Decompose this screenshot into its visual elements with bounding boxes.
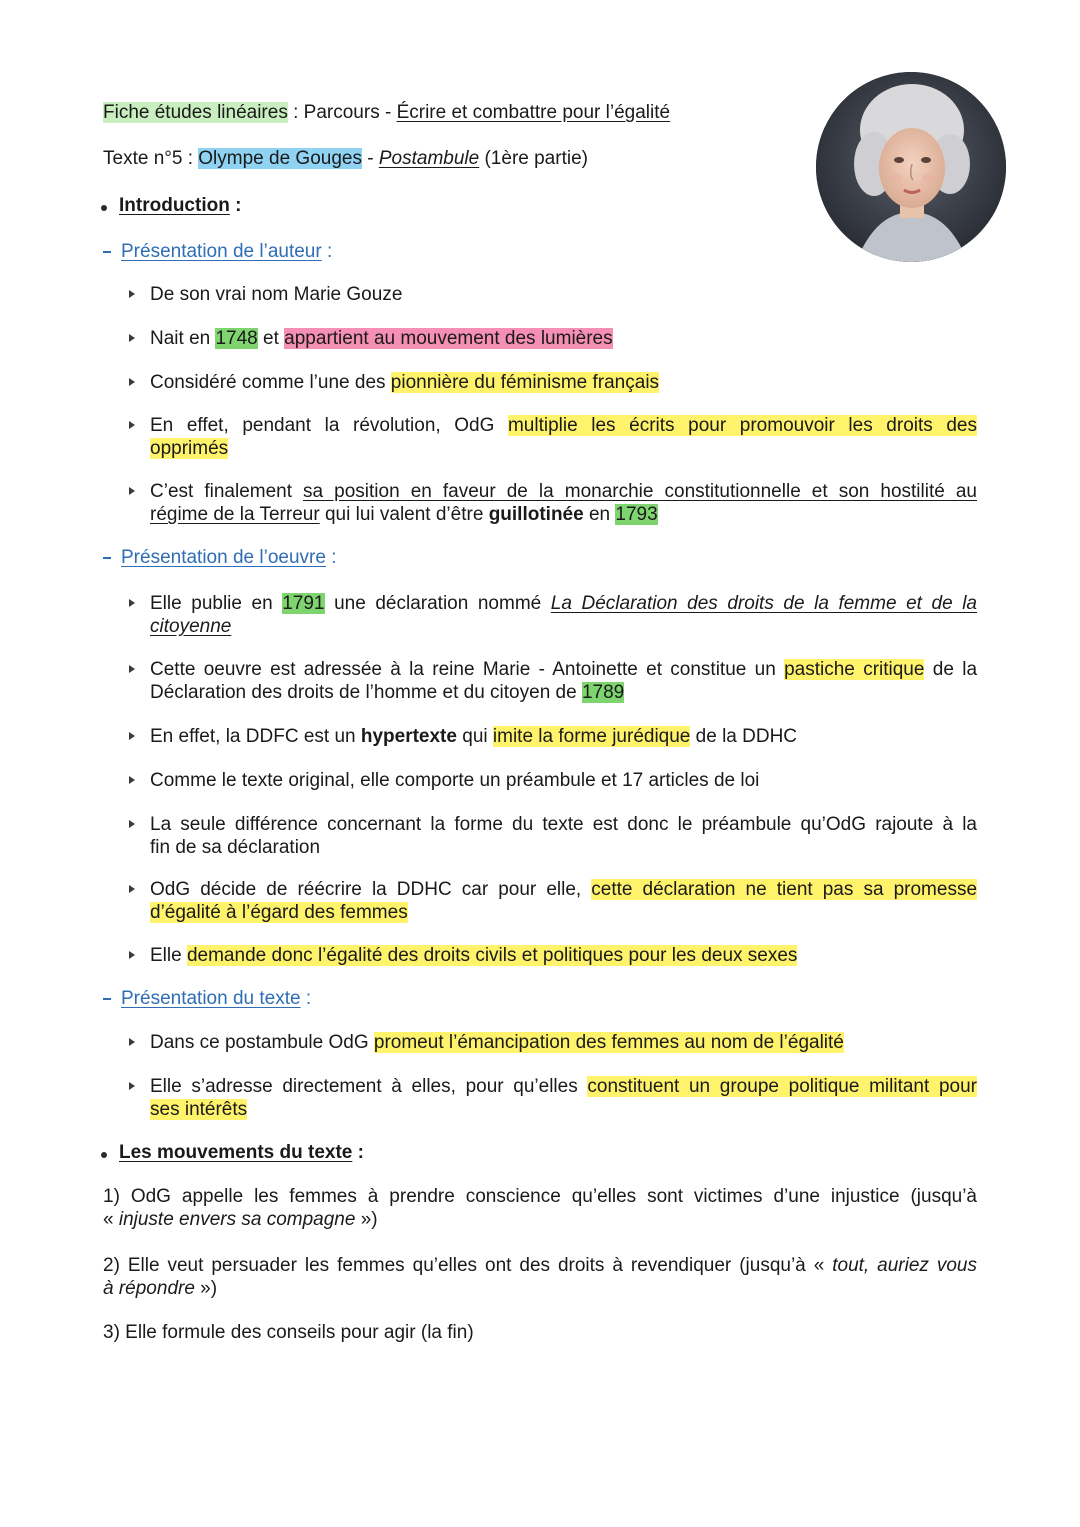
author-name: Olympe de Gouges: [198, 148, 362, 169]
author-portrait: [816, 72, 1006, 262]
page-title: Fiche études linéaires : Parcours - Écrire et combattre pour l’égalité: [103, 102, 671, 123]
bullet-triangle: [129, 820, 135, 828]
oeuvre-bullet-3: En effet, la DDFC est un hypertexte qui imite la forme jurédique de la DDHC: [150, 726, 798, 747]
section-auteur-heading: Présentation de l’auteur :: [121, 241, 333, 262]
bullet-dot: [101, 205, 107, 211]
texte-bullet-1: Dans ce postambule OdG promeut l’émancipation des femmes au nom de l’égalité: [150, 1032, 844, 1053]
title-label: Fiche études linéaires: [103, 102, 288, 123]
bullet-triangle: [129, 776, 135, 784]
texte-line: Texte n°5 : Olympe de Gouges - Postambule (1ère partie): [103, 148, 588, 169]
bullet-triangle: [129, 885, 135, 893]
bullet-triangle: [129, 665, 135, 673]
mouvement-3: 3) Elle formule des conseils pour agir (la fin): [103, 1322, 474, 1343]
oeuvre-bullet-6: OdG décide de réécrire la DDHC car pour elle, cette déclaration ne tient pas sa promesse d’égalité à l’égard des femmes: [150, 879, 978, 923]
auteur-bullet-3: Considéré comme l’une des pionnière du féminisme français: [150, 372, 660, 393]
oeuvre-bullet-7: Elle demande donc l’égalité des droits civils et politiques pour les deux sexes: [150, 945, 798, 966]
bullet-triangle: [129, 1082, 135, 1090]
mouvements-heading: Les mouvements du texte :: [119, 1142, 364, 1163]
dash-marker: [103, 251, 111, 253]
section-texte-heading: Présentation du texte :: [121, 988, 312, 1009]
bullet-dot: [101, 1152, 107, 1158]
mouvement-2: 2) Elle veut persuader les femmes qu’elles ont des droits à revendiquer (jusqu’à « tout, auriez vous à répondre »): [103, 1255, 977, 1299]
introduction-heading: Introduction :: [119, 195, 242, 216]
auteur-bullet-2: Nait en 1748 et appartient au mouvement des lumières: [150, 328, 613, 349]
bullet-triangle: [129, 421, 135, 429]
parcours-title: Écrire et combattre pour l’égalité: [396, 102, 671, 123]
bullet-triangle: [129, 290, 135, 298]
bullet-triangle: [129, 732, 135, 740]
oeuvre-bullet-5: La seule différence concernant la forme du texte est donc le préambule qu’OdG rajoute à la fin de sa déclaration: [150, 814, 977, 858]
dash-marker: [103, 557, 111, 559]
auteur-bullet-4: En effet, pendant la révolution, OdG multiplie les écrits pour promouvoir les droits des opprimés: [150, 415, 977, 459]
bullet-triangle: [129, 334, 135, 342]
oeuvre-bullet-2: Cette oeuvre est adressée à la reine Marie - Antoinette et constitue un pastiche critique de la Déclaration des droits de l’homme et du citoyen de 1789: [150, 659, 978, 703]
auteur-bullet-1: De son vrai nom Marie Gouze: [150, 284, 403, 305]
bullet-triangle: [129, 378, 135, 386]
bullet-triangle: [129, 487, 135, 495]
section-oeuvre-heading: Présentation de l’oeuvre :: [121, 547, 337, 568]
work-title: Postambule: [378, 148, 480, 169]
mouvement-1: 1) OdG appelle les femmes à prendre conscience qu’elles sont victimes d’une injustice (jusqu’à « injuste envers sa compagne »): [103, 1186, 977, 1230]
bullet-triangle: [129, 599, 135, 607]
oeuvre-bullet-1: Elle publie en 1791 une déclaration nommé La Déclaration des droits de la femme et de la citoyenne: [150, 593, 977, 637]
oeuvre-bullet-4: Comme le texte original, elle comporte un préambule et 17 articles de loi: [150, 770, 760, 791]
texte-bullet-2: Elle s’adresse directement à elles, pour qu’elles constituent un groupe politique militant pour ses intérêts: [150, 1076, 977, 1120]
auteur-bullet-5: C’est finalement sa position en faveur de la monarchie constitutionnelle et son hostilité au régime de la Terreur qui lui valent d’être guillotinée en 1793: [150, 481, 977, 525]
bullet-triangle: [129, 1038, 135, 1046]
dash-marker: [103, 998, 111, 1000]
bullet-triangle: [129, 951, 135, 959]
